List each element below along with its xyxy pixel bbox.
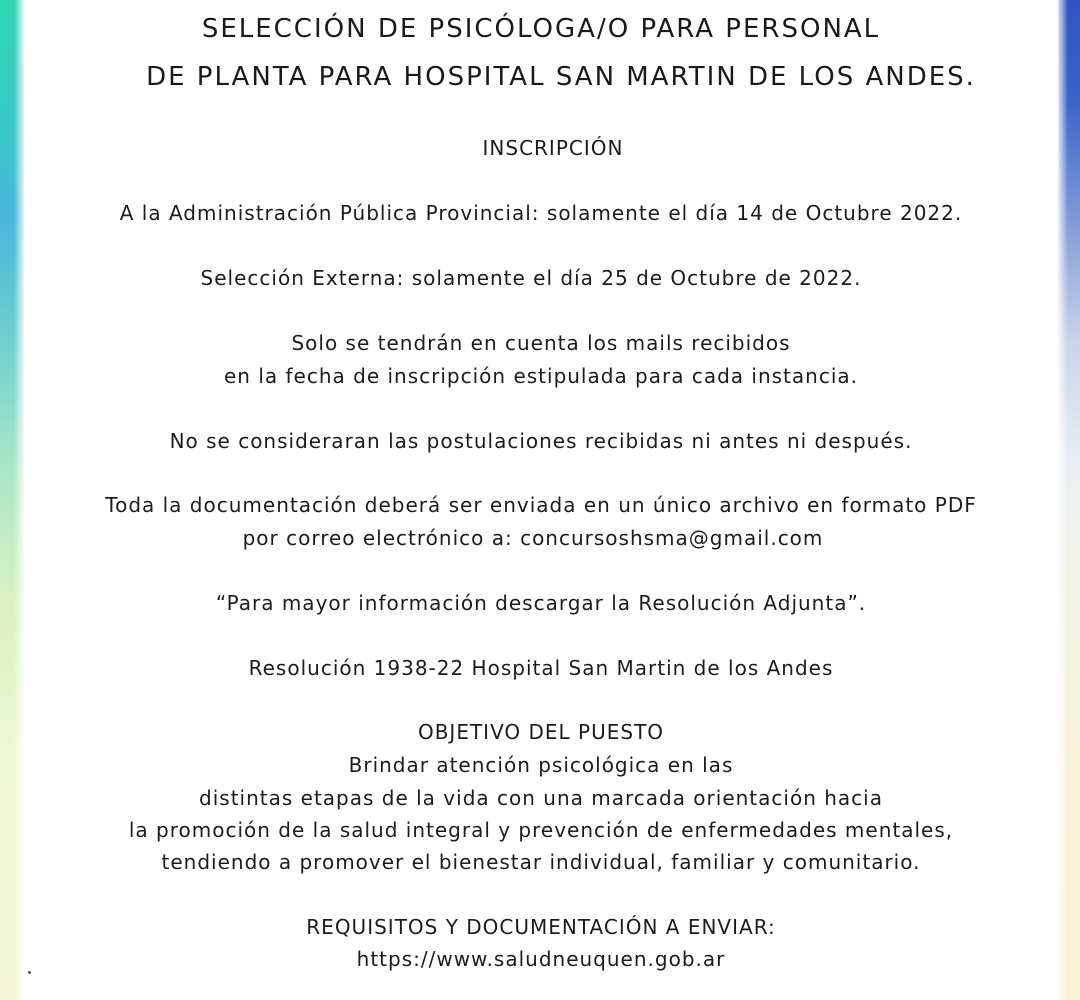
title-line-2: DE PLANTA PARA HOSPITAL SAN MARTIN DE LOS ANDES. xyxy=(146,62,976,92)
documentacion-line-1: Toda la documentación deberá ser enviada en un único archivo en formato PDF xyxy=(105,493,977,517)
objetivo-heading: OBJETIVO DEL PUESTO xyxy=(417,720,665,744)
speck xyxy=(28,971,31,974)
mails-note-line-2: en la fecha de inscripción estipulada para cada instancia. xyxy=(224,364,858,388)
requisitos-url[interactable]: https://www.saludneuquen.gob.ar xyxy=(356,947,726,971)
admin-publica-date: A la Administración Pública Provincial: solamente el día 14 de Octubre 2022. xyxy=(119,201,963,225)
left-gradient-border xyxy=(0,0,24,1000)
requisitos-heading: REQUISITOS Y DOCUMENTACIÓN A ENVIAR: xyxy=(306,915,776,939)
objetivo-line-3: la promoción de la salud integral y prevención de enfermedades mentales, xyxy=(128,818,954,842)
mayor-info-note: “Para mayor información descargar la Resolución Adjunta”. xyxy=(215,591,867,615)
documentacion-line-2: por correo electrónico a: concursoshsma@gmail.com xyxy=(242,526,824,550)
announcement-page xyxy=(24,0,1058,1000)
no-consideraran-note: No se consideraran las postulaciones recibidas ni antes ni después. xyxy=(169,429,913,453)
objetivo-line-2: distintas etapas de la vida con una marcada orientación hacia xyxy=(199,786,883,810)
title-line-1: SELECCIÓN DE PSICÓLOGA/O PARA PERSONAL xyxy=(201,14,881,44)
objetivo-line-1: Brindar atención psicológica en las xyxy=(348,753,734,777)
resolucion-reference: Resolución 1938-22 Hospital San Martin de los Andes xyxy=(248,656,834,680)
inscripcion-heading: INSCRIPCIÓN xyxy=(482,136,624,160)
objetivo-line-4: tendiendo a promover el bienestar individual, familiar y comunitario. xyxy=(161,850,921,874)
mails-note-line-1: Solo se tendrán en cuenta los mails recibidos xyxy=(291,331,791,355)
seleccion-externa-date: Selección Externa: solamente el día 25 de Octubre de 2022. xyxy=(200,266,862,290)
